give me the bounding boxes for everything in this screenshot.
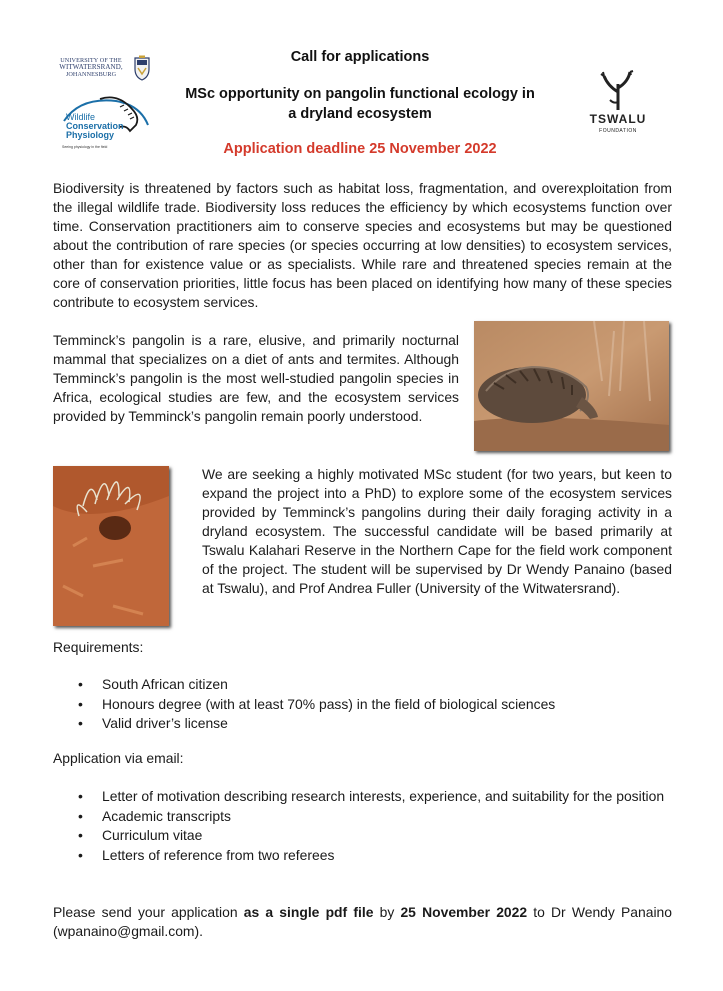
- university-logo: [52, 55, 154, 155]
- tswalu-logo: [578, 68, 658, 138]
- closing-text-1: Please send your application: [53, 904, 244, 920]
- closing-bold-1: as a single pdf file: [243, 904, 374, 920]
- deadline-heading: Application deadline 25 November 2022: [223, 141, 497, 157]
- list-item: • Letters of reference from two referees: [78, 846, 676, 866]
- university-name: UNIVERSITY OF THE WITWATERSRAND, JOHANNESBURG: [59, 57, 123, 78]
- wcp-logo: [60, 95, 152, 151]
- main-title: [160, 84, 560, 124]
- intro-paragraph: Biodiversity is threatened by factors such as habitat loss, fragmentation, and overexploitation from the illegal wildlife trade. Biodiversity loss reduces the efficiency by which ecosystems function over time. Conservation practitioners aim to conserve species and ecosystems but may be questioned about the contribution of rare species (or species occurring at low densities) to ecosystem services, other than for existence value or as specialists. While rare and threatened species remain at the core of conservation priorities, little focus has been placed on identifying how many of these species contribute to ecosystem services.: [53, 180, 672, 310]
- application-list: [78, 787, 676, 865]
- list-item: • Letter of motivation describing research interests, experience, and suitability for the position: [78, 787, 676, 807]
- list-item: • Honours degree (with at least 70% pass) in the field of biological sciences: [78, 695, 638, 715]
- burrow-photo: [53, 466, 169, 626]
- requirements-list: [78, 675, 638, 734]
- university-crest-icon: [132, 55, 152, 81]
- list-item: • Academic transcripts: [78, 807, 676, 827]
- main-title-line-2: a dryland ecosystem: [288, 106, 432, 122]
- application-label: Application via email:: [53, 750, 184, 766]
- closing-paragraph: [53, 903, 672, 941]
- pangolin-photo: [474, 321, 669, 451]
- tswalu-tree-icon: [598, 70, 638, 112]
- call-heading: Call for applications: [290, 49, 430, 65]
- wcp-tagline: Seeing physiology in the field: [62, 145, 108, 149]
- list-item: • Valid driver’s license: [78, 714, 638, 734]
- requirements-label: Requirements:: [53, 639, 144, 655]
- closing-bold-2: 25 November 2022: [400, 904, 528, 920]
- closing-text-2: by: [373, 904, 401, 920]
- closing-text-3: to Dr Wendy Panaino (wpanaino@gmail.com).: [53, 904, 672, 939]
- pangolin-paragraph: Temminck’s pangolin is a rare, elusive, and primarily nocturnal mammal that specializes on a diet of ants and termites. Although Temminck’s pangolin is the most well-studied pangolin species in Africa, ecological studies are few, and the ecosystem services provided by Temminck’s pangolin remain poorly understood.: [53, 332, 459, 424]
- main-title-line-1: MSc opportunity on pangolin functional ecology in: [185, 86, 535, 102]
- list-item: • Curriculum vitae: [78, 826, 676, 846]
- tswalu-subtitle: FOUNDATION: [599, 128, 637, 134]
- wcp-logo-text: Wildlife Conservation Physiology: [66, 112, 124, 140]
- tswalu-name: TSWALU: [589, 112, 647, 126]
- title-block: [160, 48, 560, 158]
- position-paragraph: We are seeking a highly motivated MSc student (for two years, but keen to expand the project into a PhD) to explore some of the ecosystem services provided by Temminck’s pangolins during their daily foraging activity in a dryland ecosystem. The successful candidate will be based primarily at Tswalu Kalahari Reserve in the Northern Cape for the field work component of the project. The student will be supervised by Dr Wendy Panaino (based at Tswalu), and Prof Andrea Fuller (University of the Witwatersrand).: [202, 466, 672, 596]
- list-item: • South African citizen: [78, 675, 638, 695]
